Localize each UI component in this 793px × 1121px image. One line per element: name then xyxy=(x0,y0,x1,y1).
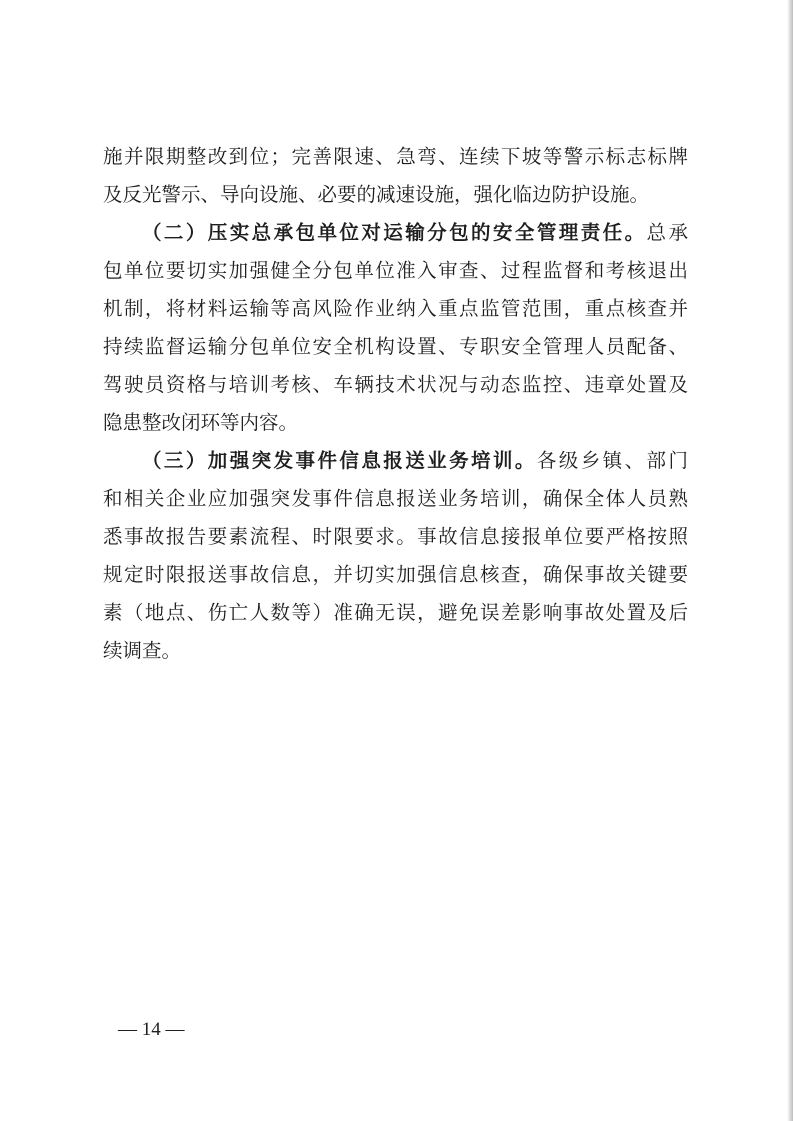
line-text: 及反光警示、导向设施、必要的减速设施，强化临边防护设施。 xyxy=(103,183,650,206)
line-text: 包单位要切实加强健全分包单位准入审查、过程监督和考核退出 xyxy=(103,259,688,282)
line-text: 各级乡镇、部门 xyxy=(536,449,688,472)
line-text: 总承 xyxy=(646,221,688,244)
line-text: 悉事故报告要素流程、时限要求。事故信息接报单位要严格按照 xyxy=(103,525,688,548)
line-text: 机制，将材料运输等高风险作业纳入重点监管范围，重点核查并 xyxy=(103,297,688,320)
paragraph-line xyxy=(103,556,688,594)
scan-edge-shadow xyxy=(787,0,793,1121)
body-text xyxy=(103,138,688,670)
paragraph-line xyxy=(103,252,688,290)
line-text: 隐患整改闭环等内容。 xyxy=(103,411,299,434)
line-text: 施并限期整改到位；完善限速、急弯、连续下坡等警示标志标牌 xyxy=(103,145,688,168)
paragraph-line xyxy=(103,138,688,176)
paragraph-line xyxy=(103,366,688,404)
paragraph-line xyxy=(103,328,688,366)
paragraph-line xyxy=(103,290,688,328)
section-heading-2: （二）压实总承包单位对运输分包的安全管理责任。 xyxy=(142,221,647,244)
line-text: 素（地点、伤亡人数等）准确无误，避免误差影响事故处置及后 xyxy=(103,601,688,624)
line-text: 和相关企业应加强突发事件信息报送业务培训，确保全体人员熟 xyxy=(103,487,688,510)
paragraph-line xyxy=(103,632,688,670)
line-text: 驾驶员资格与培训考核、车辆技术状况与动态监控、违章处置及 xyxy=(103,373,688,396)
section-heading-line xyxy=(103,442,688,480)
paragraph-line xyxy=(103,404,688,442)
section-heading-line xyxy=(103,214,688,252)
page-number: — 14 — xyxy=(118,1019,185,1040)
paragraph-line xyxy=(103,594,688,632)
paragraph-line xyxy=(103,518,688,556)
paragraph-line xyxy=(103,176,688,214)
paragraph-line xyxy=(103,480,688,518)
line-text: 持续监督运输分包单位安全机构设置、专职安全管理人员配备、 xyxy=(103,335,688,358)
line-text: 续调查。 xyxy=(103,639,182,662)
section-heading-3: （三）加强突发事件信息报送业务培训。 xyxy=(142,449,537,472)
line-text: 规定时限报送事故信息，并切实加强信息核查，确保事故关键要 xyxy=(103,563,688,586)
